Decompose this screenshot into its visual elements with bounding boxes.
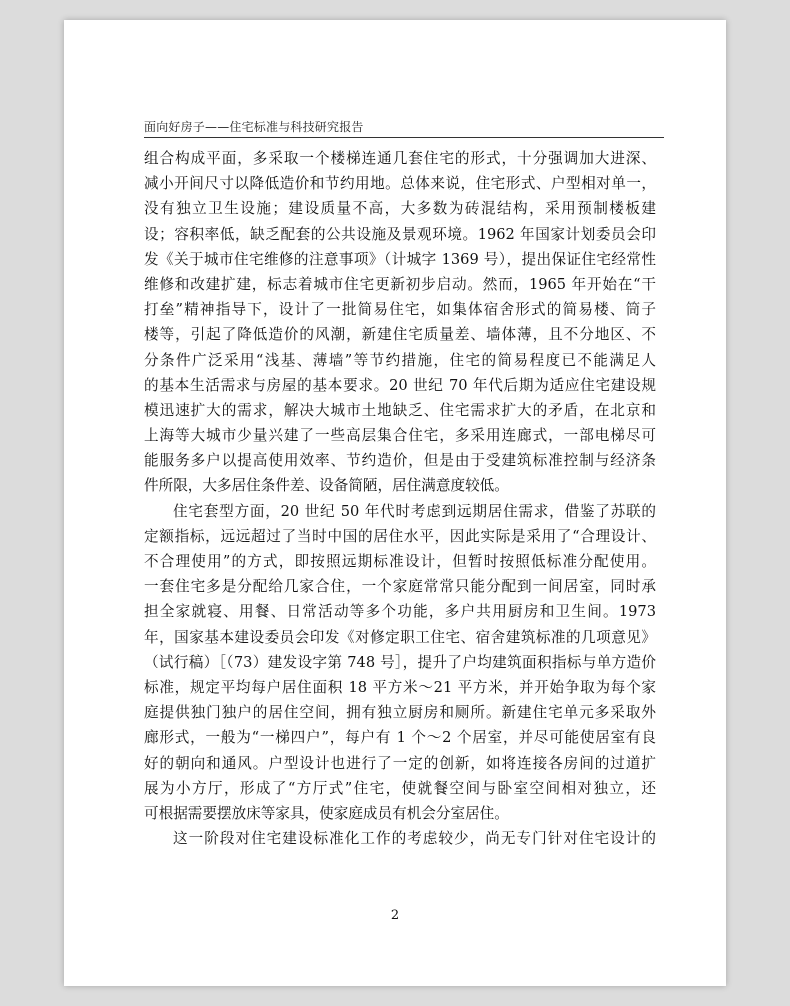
paragraph-2-line: 一套住宅多是分配给几家合住，一个家庭常常只能分配到一间居室，同时承 [144,578,656,596]
paragraph-1-line: 组合构成平面，多采取一个楼梯连通几套住宅的形式，十分强调加大进深、 [144,150,656,167]
paragraph-2-line: 展为小方厅，形成了“方厅式”住宅，使就餐空间与卧室空间相对独立，还 [144,779,656,797]
paragraph-1-line: 发《关于城市住宅维修的注意事项》（计城字 1369 号），提出保证住宅经常性 [144,250,656,268]
paragraph-2-line: 标准，规定平均每户居住面积 18 平方米～21 平方米，并开始争取为每个家 [144,678,656,696]
running-header: 面向好房子——住宅标准与科技研究报告 [144,120,364,134]
paragraph-1-line: 打垒”精神指导下，设计了一批简易住宅，如集体宿舍形式的简易楼、筒子 [144,301,656,319]
paragraph-1-line: 的基本生活需求与房屋的基本要求。20 世纪 70 年代后期为适应住宅建设规 [144,376,656,394]
paragraph-2-line: 年，国家基本建设委员会印发《对修定职工住宅、宿舍建筑标准的几项意见》 [144,628,656,646]
paragraph-2-line: 定额指标，远远超过了当时中国的居住水平，因此实际是采用了“合理设计、 [144,527,656,545]
paragraph-1-line: 没有独立卫生设施；建设质量不高，大多数为砖混结构，采用预制楼板建 [144,200,656,218]
document-page [64,20,726,986]
paragraph-1-line: 件所限，大多居住条件差、设备简陋，居住满意度较低。 [144,477,509,495]
body-text [144,146,656,851]
paragraph-1-line: 维修和改建扩建，标志着城市住宅更新初步启动。然而，1965 年开始在“干 [144,275,656,293]
paragraph-2-line: 不合理使用”的方式，即按照远期标准设计，但暂时按照低标准分配使用。 [144,553,656,570]
page-number: 2 [390,908,400,923]
paragraph-2-line: 廊形式，一般为“一梯四户”，每户有 1 个～2 个居室，并尽可能使居室有良 [144,729,656,747]
paragraph-2-line: 担全家就寝、用餐、日常活动等多个功能，多户共用厨房和卫生间。1973 [144,603,656,621]
paragraph-2-line: 可根据需要摆放床等家具，使家庭成员有机会分室居住。 [144,804,509,822]
paragraph-2-line: 庭提供独门独户的居住空间，拥有独立厨房和厕所。新建住宅单元多采取外 [144,704,656,722]
paragraph-2-line: 住宅套型方面，20 世纪 50 年代时考虑到远期居住需求，借鉴了苏联的 [173,502,656,520]
header-rule [144,137,664,138]
paragraph-3-line: 这一阶段对住宅建设标准化工作的考虑较少，尚无专门针对住宅设计的 [173,830,656,848]
paragraph-1-line: 分条件广泛采用“浅基、薄墙”等节约措施，住宅的简易程度已不能满足人 [144,351,656,369]
paragraph-1-line: 上海等大城市少量兴建了一些高层集合住宅，多采用连廊式，一部电梯尽可 [144,427,656,445]
paragraph-2-line: 好的朝向和通风。户型设计也进行了一定的创新，如将连接各房间的过道扩 [144,754,656,772]
paragraph-2-line: （试行稿）［（73）建发设字第 748 号］，提升了户均建筑面积指标与单方造价 [144,653,656,671]
paragraph-1-line: 能服务多户以提高使用效率、节约造价，但是由于受建筑标准控制与经济条 [144,452,656,470]
paragraph-1-line: 减小开间尺寸以降低造价和节约用地。总体来说，住宅形式、户型相对单一， [144,175,656,193]
paragraph-1-line: 楼等，引起了降低造价的风潮，新建住宅质量差、墙体薄，且不分地区、不 [144,326,656,344]
paragraph-1-line: 模迅速扩大的需求，解决大城市土地缺乏、住宅需求扩大的矛盾，在北京和 [144,401,656,419]
paragraph-1-line: 设；容积率低，缺乏配套的公共设施及景观环境。1962 年国家计划委员会印 [144,225,656,243]
